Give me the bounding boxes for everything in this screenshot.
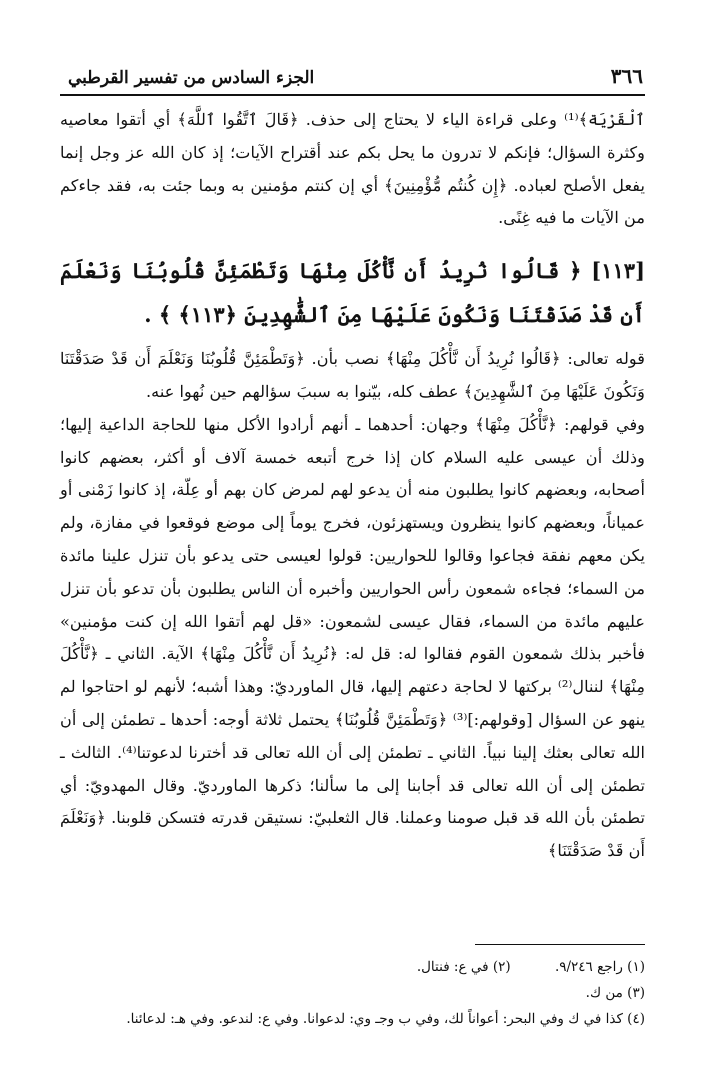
running-title: الجزء السادس من تفسير القرطبي <box>68 68 315 88</box>
commentary-paragraph-2: وفي قولهم: ﴿نَّأْكُلَ مِنْهَا﴾ وجهان: أحدهما ـ أنهم أرادوا الأكل منها للحاجة الداعية إليها؛ وذلك أن عيسى عليه السلام كان إذا خرج أتبعه خمسة آلاف أو أكثر، بعضهم كانوا أصحابه، وبعضهم كانوا يطلبون منه أن يدعو لهم لمرض كان بهم أو عِلّة، إذ كانوا زَمْنى أو عمياناً، وبعضهم كانوا ينظرون ويستهزئون، فخرج يوماً إلى موضع فوقعوا في مفازة، ولم يكن معهم نفقة فجاعوا وقالوا للحواريين: قولوا لعيسى حتى يدعو بأن تنزل علينا مائدة من السماء؛ فجاءه شمعون رأس الحواريين وأخبره أن الناس يطلبون بأن تدعو بأن تنزل عليهم مائدة من السماء، فقال عيسى لشمعون: «قل لهم أتقوا الله إن كنت مؤمنين» فأخبر بذلك شمعون القوم فقالوا له: قل له: ﴿نُرِيدُ أَن نَّأْكُلَ مِنْهَا﴾ الآية. الثاني ـ ﴿نَّأْكُلَ مِنْهَا﴾ لننال⁽²⁾ بركتها لا لحاجة دعتهم إليها، قال الماورديّ: وهذا أشبه؛ لأنهم لو احتاجوا لم ينهو عن السؤال [وقولهم:]⁽³⁾ ﴿وَتَطْمَئِنَّ قُلُوبُنَا﴾ يحتمل ثلاثة أوجه: أحدها ـ تطمئن إلى أن الله تعالى بعثك إلينا نبياً. الثاني ـ تطمئن إلى أن الله تعالى قد أخترنا لدعوتنا⁽⁴⁾. الثالث ـ تطمئن إلى أن الله تعالى قد أجابنا إلى ما سألنا؛ ذكرها الماورديّ. وقال المهدويّ: أي تطمئن بأن الله قد قبل صومنا وعملنا. قال الثعلبيّ: نستيقن قدرته فتسكن قلوبنا. ﴿وَنَعْلَمَ أَن قَدْ صَدَقْتَنَا﴾ <box>60 414 645 861</box>
verse-block <box>60 249 645 337</box>
intro-paragraph: ٱلْقَرْيَة﴾⁽¹⁾ وعلى قراءة الياء لا يحتاج إلى حذف. ﴿قَالَ ٱتَّقُوا ٱللَّهَ﴾ أي أتقوا معاصيه وكثرة السؤال؛ فإنكم لا تدرون ما يحل بكم عند أقتراح الآيات؛ إذ كان الله عز وجل إنما يفعل الأصلح لعباده. ﴿إِن كُنتُم مُّؤْمِنِينَ﴾ أي إن كنتم مؤمنين به وبما جئت به، فقد جاءكم من الآيات ما فيه غِنًى. <box>60 110 645 228</box>
verse-number: [١١٣] <box>591 258 645 284</box>
footnote-2: (٢) في ع: فنتال. <box>416 959 511 975</box>
footnote-row-1 <box>60 954 645 980</box>
footnote-3: (٣) من ك. <box>585 985 645 1001</box>
footnote-4: (٤) كذا في ك وفي البحر: أعواناً لك، وفي ب وجـ وي: لدعوانا. وفي ع: لندعو. وفي هـ: لدعائنا. <box>126 1011 645 1027</box>
header-rule <box>60 94 645 96</box>
footnotes <box>60 954 645 1032</box>
footnote-rule <box>475 944 645 945</box>
page-header <box>60 64 645 94</box>
page-number: ٣٦٦ <box>610 64 643 88</box>
commentary-paragraph-1: قوله تعالى: ﴿قَالُوا نُرِيدُ أَن نَّأْكُلَ مِنْهَا﴾ نصب بأن. ﴿وَتَطْمَئِنَّ قُلُوبُنَا وَنَعْلَمَ أَن قَدْ صَدَقْتَنَا وَنَكُونَ عَلَيْهَا مِنَ ٱلشَّٰهِدِينَ﴾ عطف كله، بيّنوا به سببَ سؤالهم حين نُهوا عنه. <box>60 349 645 401</box>
footnote-1: (١) راجع ٩/٢٤٦. <box>554 959 645 975</box>
verse-text: ﴿ قَالُوا نُرِيدُ أَن نَّأْكُلَ مِنْهَا وَتَطْمَئِنَّ قُلُوبُنَا وَنَعْلَمَ أَن قَدْ صَدَقْتَنَا وَنَكُونَ عَلَيْهَا مِنَ ٱلشَّٰهِدِينَ ﴿١١٣﴾ ﴾ . <box>60 258 645 328</box>
